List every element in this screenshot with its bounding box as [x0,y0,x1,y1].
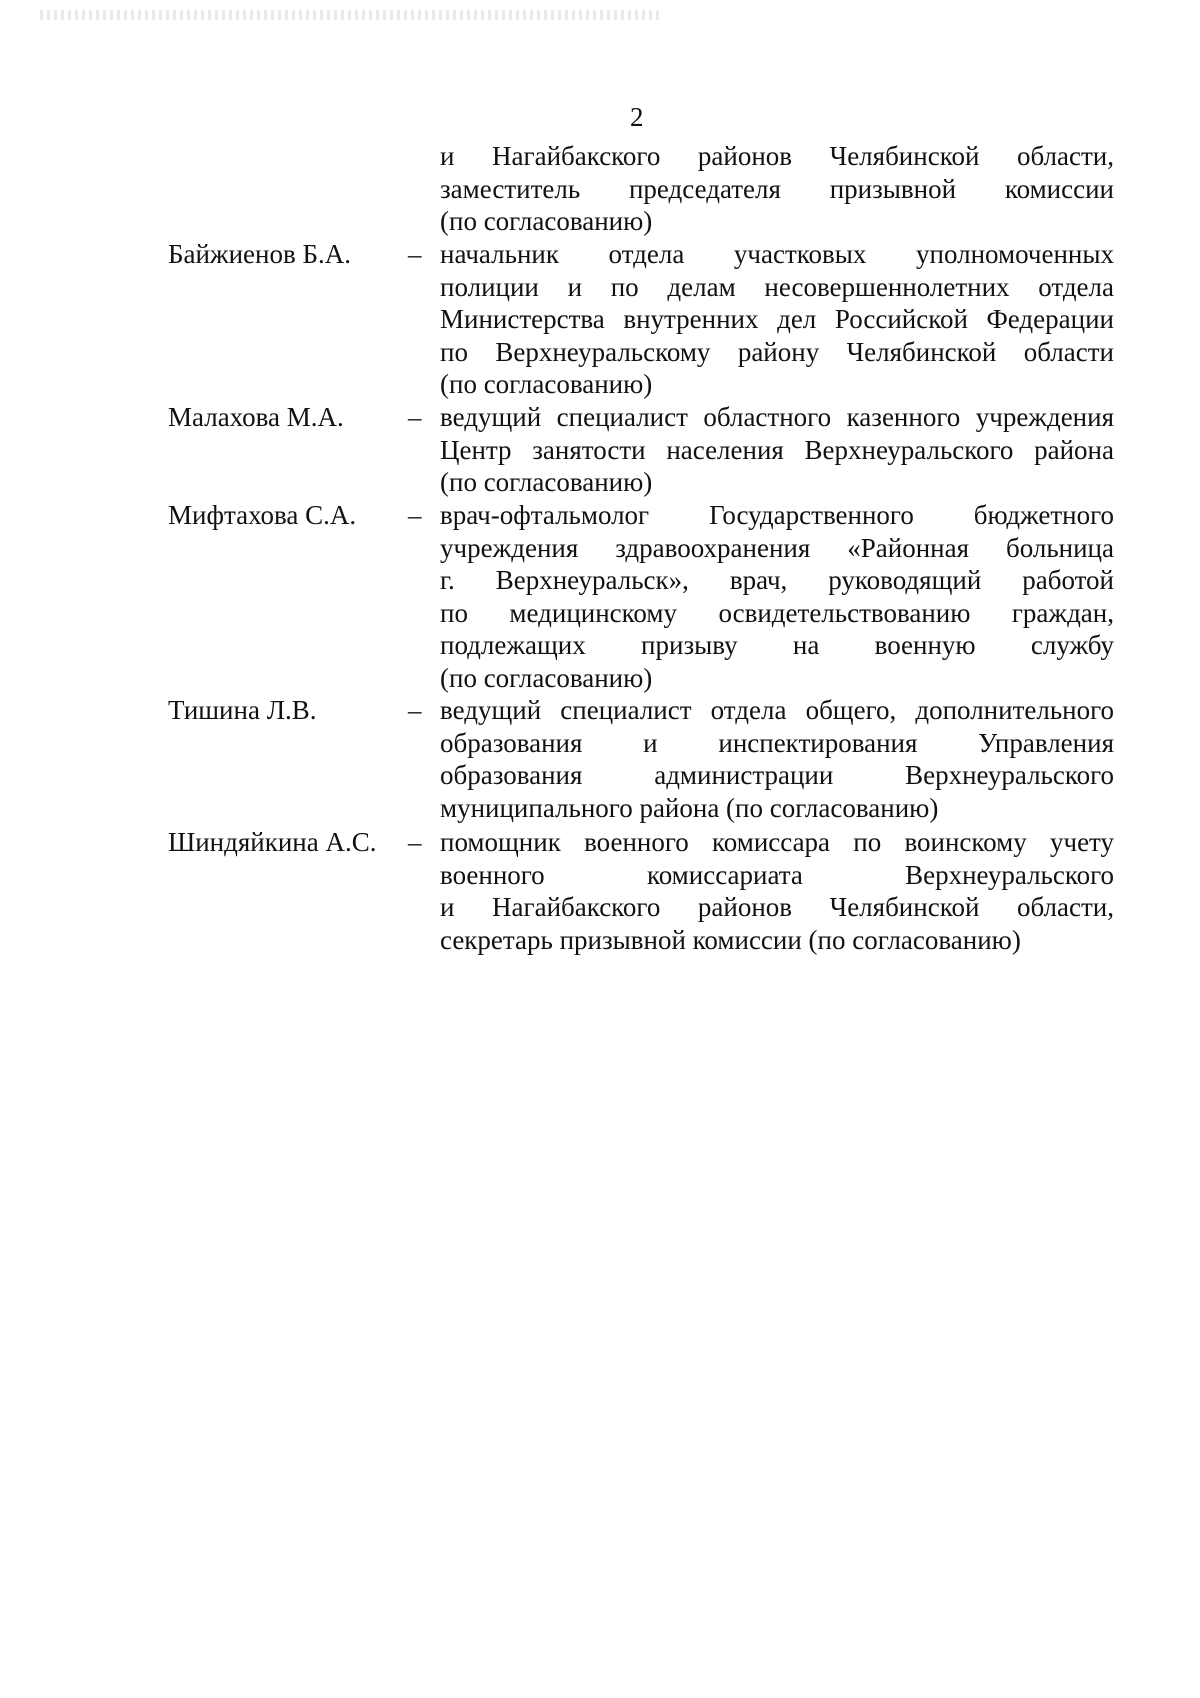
description-line: секретарь призывной комиссии (по согласованию) [440,924,1021,955]
description-line: по медицинскому освидетельствованию граждан, [440,597,1114,628]
member-dash: – [408,402,422,432]
member-description [440,826,1114,956]
member-name: Малахова М.А. [168,402,344,432]
description-line: (по согласованию) [440,206,653,237]
description-line: (по согласованию) [440,662,653,693]
description-line: (по согласованию) [440,467,653,498]
description-line: военного комиссариата Верхнеуральского [440,859,1114,890]
description-line: врач-офтальмолог Государственного бюджетного [440,500,1114,530]
description-line: помощник военного комиссара по воинскому учету [440,827,1114,857]
member-name: Шиндяйкина А.С. [168,827,377,857]
member-name: Байжиенов Б.А. [168,239,351,269]
description-line: Центр занятости населения Верхнеуральского района [440,434,1114,465]
description-line: ведущий специалист областного казенного учреждения [440,402,1114,432]
member-dash: – [408,239,422,269]
member-dash: – [408,827,422,857]
member-dash: – [408,695,422,725]
description-line: (по согласованию) [440,369,653,400]
member-description [440,694,1114,824]
description-line: образования и инспектирования Управления [440,727,1114,758]
description-line: муниципального района (по согласованию) [440,792,939,823]
description-line: по Верхнеуральскому району Челябинской области [440,336,1114,367]
member-name: Мифтахова С.А. [168,500,357,530]
description-line: Министерства внутренних дел Российской Федерации [440,304,1114,335]
description-line: и Нагайбакского районов Челябинской области, [440,892,1114,923]
page-number: 2 [630,102,644,132]
continuation-description [440,140,1114,238]
member-description [440,238,1114,401]
description-line: и Нагайбакского районов Челябинской области, [440,141,1114,171]
member-name: Тишина Л.В. [168,695,317,725]
description-line: подлежащих призыву на военную службу [440,630,1114,661]
description-line: учреждения здравоохранения «Районная больница [440,532,1114,563]
member-description [440,401,1114,499]
member-dash: – [408,500,422,530]
description-line: начальник отдела участковых уполномоченных [440,239,1114,269]
member-description [440,499,1114,695]
description-line: заместитель председателя призывной комиссии [440,173,1114,204]
description-line: образования администрации Верхнеуральского [440,760,1114,791]
scan-artifact [40,10,660,20]
description-line: ведущий специалист отдела общего, дополнительного [440,695,1114,725]
description-line: полиции и по делам несовершеннолетних отдела [440,271,1114,302]
description-line: г. Верхнеуральск», врач, руководящий работой [440,565,1114,596]
